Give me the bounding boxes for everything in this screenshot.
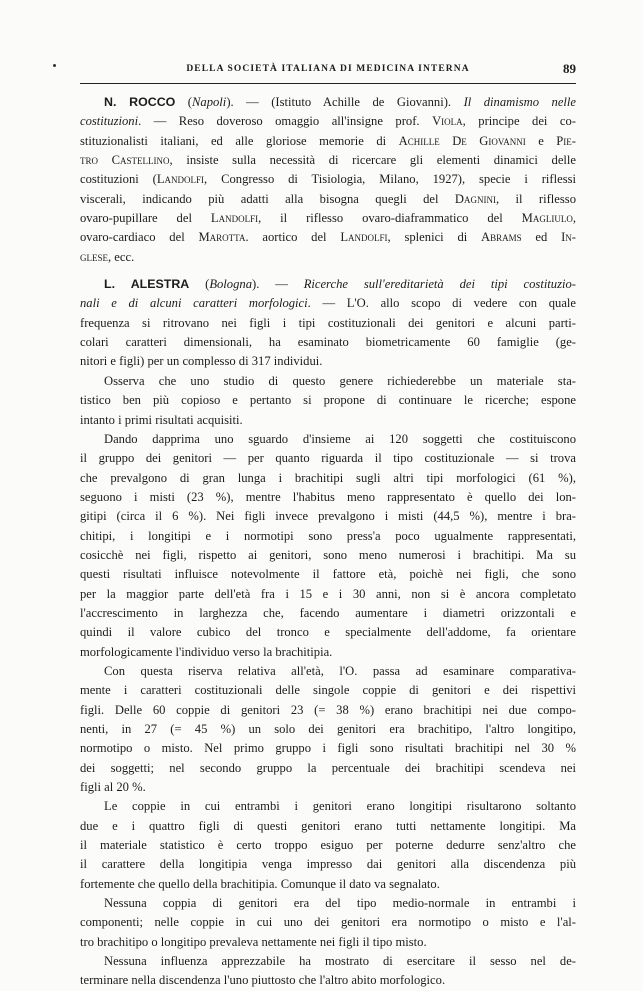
page-number: 89 [563, 61, 576, 76]
text-line: figli. Delle 60 coppie di genitori 23 (= 38 %) erano brachitipi nei due compo- [80, 702, 576, 717]
text-line: nenti, in 27 (= 45 %) un solo dei genitori era brachitipo, l'altro longitipo, [80, 722, 576, 736]
running-header [80, 61, 576, 80]
text-line: il carattere della longitipia venga impresso dai genitori alla discendenza più [80, 857, 576, 872]
text-line: dei soggetti; nel secondo gruppo la percentuale dei brachitipi scendeva nei [80, 760, 576, 775]
text-line: tistico ben più copioso e pertanto si propone di continuare le ricerche; espone [80, 393, 576, 408]
text-line: costituzioni. — Reso doveroso omaggio all'insigne prof. Viola, principe dei co- [80, 114, 577, 129]
text-line: il materiale statistico è certo troppo esiguo per poterne dedurre senz'altro che [80, 838, 576, 853]
text-line: nitori e figli) per un complesso di 317 individui. [80, 354, 323, 369]
text-line: il gruppo dei genitori — per quanto riguarda il tipo costituzionale — si trova [80, 451, 576, 466]
text-line: nali e di alcuni caratteri morfologici. — L'O. allo scopo di vedere con quale [80, 296, 576, 311]
abstract-rocco [80, 93, 576, 267]
text-line: Le coppie in cui entrambi i genitori erano longitipi risultarono soltanto [104, 799, 576, 814]
text-line: componenti; nelle coppie in cui uno dei genitori era normotipo o misto e l'al- [80, 915, 576, 930]
text-line: colari caratteri dimensionali, ha esaminato biometricamente 60 famiglie (ge- [80, 335, 576, 350]
text-line: ovaro-cardiaco del Marotta. aortico del Landolfi, splenici di Abrams ed In- [80, 230, 576, 245]
text-line: N. ROCCO (Napoli). — (Istituto Achille de Giovanni). Il dinamismo nelle [104, 95, 576, 109]
text-line: normotipo o misto. Nel primo gruppo i figli sono risultati brachitipi nel 30 % [80, 741, 576, 756]
header-title: DELLA SOCIETÀ ITALIANA DI MEDICINA INTERNA [186, 64, 470, 74]
text-line: tro Castellino, insiste sulla necessità di ricercare gli elementi dinamici delle [80, 153, 576, 168]
text-line: Osserva che uno studio di questo genere richiederebbe un materiale sta- [104, 373, 576, 388]
abstract-alestra [80, 275, 576, 991]
text-line: glese, ecc. [80, 249, 135, 264]
text-line: quindi il valore cubico del tronco e specialmente dell'addome, fa orientare [80, 625, 576, 640]
text-line: per la maggior parte dell'età fra i 15 e i 30 anni, non si è ancora completato [80, 586, 576, 601]
text-line: figli al 20 %. [80, 780, 146, 795]
text-line: Nessuna coppia di genitori era del tipo medio-normale in entrambi i [104, 896, 576, 911]
text-line: l'accrescimento in larghezza che, facendo aumentare i diametri orizzontali e [80, 605, 576, 620]
text-line: stituzionalisti italiani, ed alle gloriose memorie di Achille De Giovanni e Pie- [80, 133, 576, 148]
text-line: mente i caratteri costituzionali delle singole coppie di genitori e dei rispettivi [80, 683, 576, 698]
body-text [80, 93, 576, 991]
text-line: frequenza si ritrovano nei figli i tipi costituzionali dei genitori e alcuni parti- [80, 315, 576, 330]
text-line: ovaro-pupillare del Landolfi, il riflesso ovaro-diaframmatico del Magliulo, [80, 211, 576, 226]
text-line: Dando dapprima uno sguardo d'insieme ai 120 soggetti che costituiscono [104, 431, 576, 446]
header-rule [80, 83, 576, 84]
text-line: che prevalgono di gran lunga i brachitipi sugli altri tipi morfologici (61 %), [80, 470, 576, 485]
text-line: terminare nella discendenza l'uno piuttosto che l'altro abito morfologico. [80, 973, 446, 988]
stray-dot [53, 64, 56, 67]
text-line: questi risultati influisce notevolmente il fattore età, poichè nei figli, che sono [80, 567, 576, 582]
text-line: fortemente che quello della brachitipia. Comunque il dato va segnalato. [80, 876, 440, 891]
section-gap [80, 267, 576, 275]
text-line: tro brachitipo o longitipo prevaleva nettamente nei figli il tipo misto. [80, 934, 427, 949]
text-line: intanto i primi risultati acquisiti. [80, 412, 243, 427]
text-line: due e i quattro figli di questi genitori erano tutti nettamente longitipi. Ma [80, 818, 576, 833]
text-line: Con questa riserva relativa all'età, l'O. passa ad esaminare comparativa- [104, 663, 576, 678]
text-line: chitipi, i longitipi e i normotipi sono press'a poco ugualmente rappresentati, [80, 528, 576, 543]
text-line: seguono i misti (23 %), mentre l'habitus meno rappresentato è quello dei lon- [80, 489, 576, 504]
text-line: L. ALESTRA (Bologna). — Ricerche sull'ereditarietà dei tipi costituzio- [104, 277, 576, 292]
text-line: morfologicamente l'individuo verso la brachitipia. [80, 644, 333, 659]
text-line: costituzioni (Landolfi, Congresso di Tisiologia, Milano, 1927), specie i riflessi [80, 172, 577, 187]
text-line: gitipi (circa il 6 %). Nei figli invece prevalgono i misti (44,5 %), mentre i bra- [80, 509, 576, 524]
text-line: Nessuna influenza apprezzabile ha mostrato di esercitare il sesso nel de- [104, 954, 576, 969]
text-line: viscerali, indicando più adatti alla bisogna quegli del Dagnini, il riflesso [80, 191, 576, 206]
text-line: cosicchè nei figli, rispetto ai genitori, sono meno numerosi i brachitipi. Ma su [80, 547, 576, 562]
